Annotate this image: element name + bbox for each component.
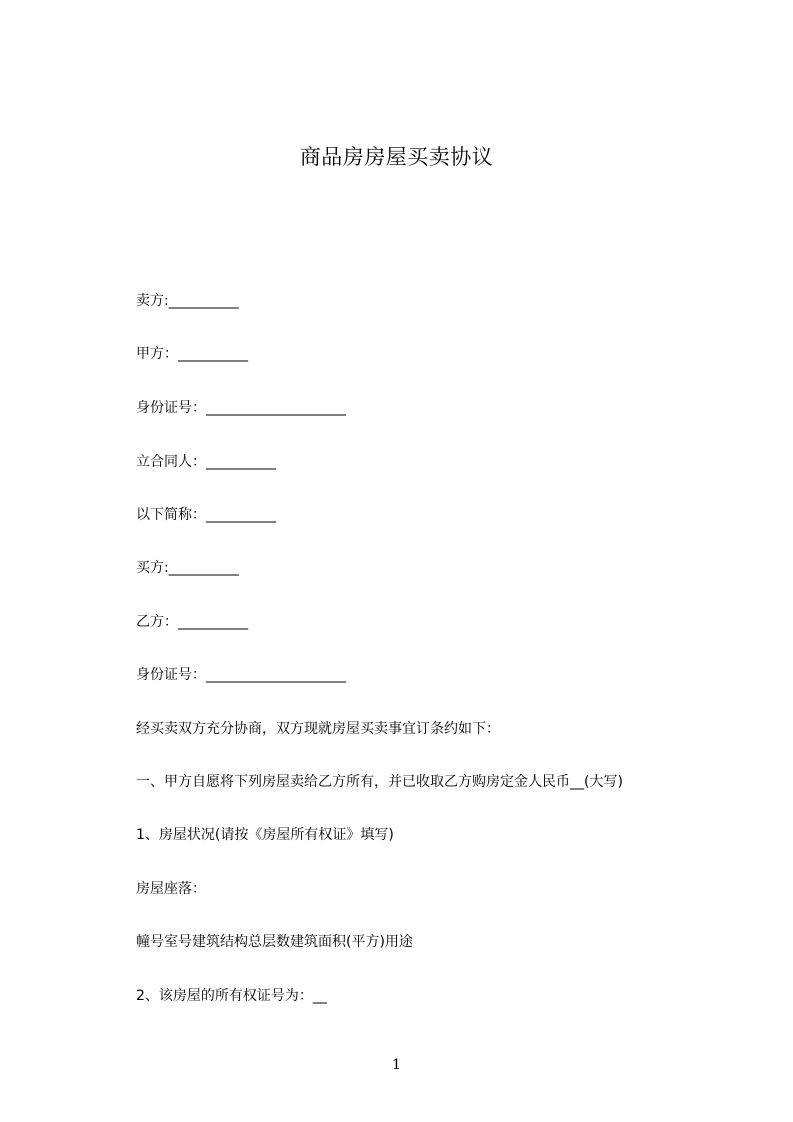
- contract-party-line: 立合同人：__________: [136, 454, 276, 470]
- buyer-line: 买方:__________: [136, 560, 239, 576]
- page-number: 1: [392, 1057, 401, 1073]
- clause-1-item-1-heading: 1、房屋状况(请按《房屋所有权证》填写): [136, 827, 394, 843]
- document-title: 商品房房屋买卖协议: [299, 145, 494, 169]
- clause-1-paragraph: 一、甲方自愿将下列房屋卖给乙方所有，并已收取乙方购房定金人民币__(大写): [136, 774, 623, 790]
- property-table-header: 幢号室号建筑结构总层数建筑面积(平方)用途: [136, 934, 413, 950]
- party-a-id-number-line: 身份证号：____________________: [136, 400, 346, 416]
- agreement-intro-paragraph: 经买卖双方充分协商，双方现就房屋买卖事宜订条约如下：: [136, 721, 500, 737]
- party-a-line: 甲方：__________: [136, 346, 248, 362]
- property-location-label: 房屋座落：: [136, 881, 206, 897]
- seller-line: 卖方:__________: [136, 293, 239, 309]
- party-b-line: 乙方：__________: [136, 614, 248, 630]
- party-b-id-number-line: 身份证号：____________________: [136, 667, 346, 683]
- clause-1-item-2-paragraph: 2、该房屋的所有权证号为：__: [136, 988, 327, 1004]
- short-name-line: 以下简称：__________: [136, 507, 276, 523]
